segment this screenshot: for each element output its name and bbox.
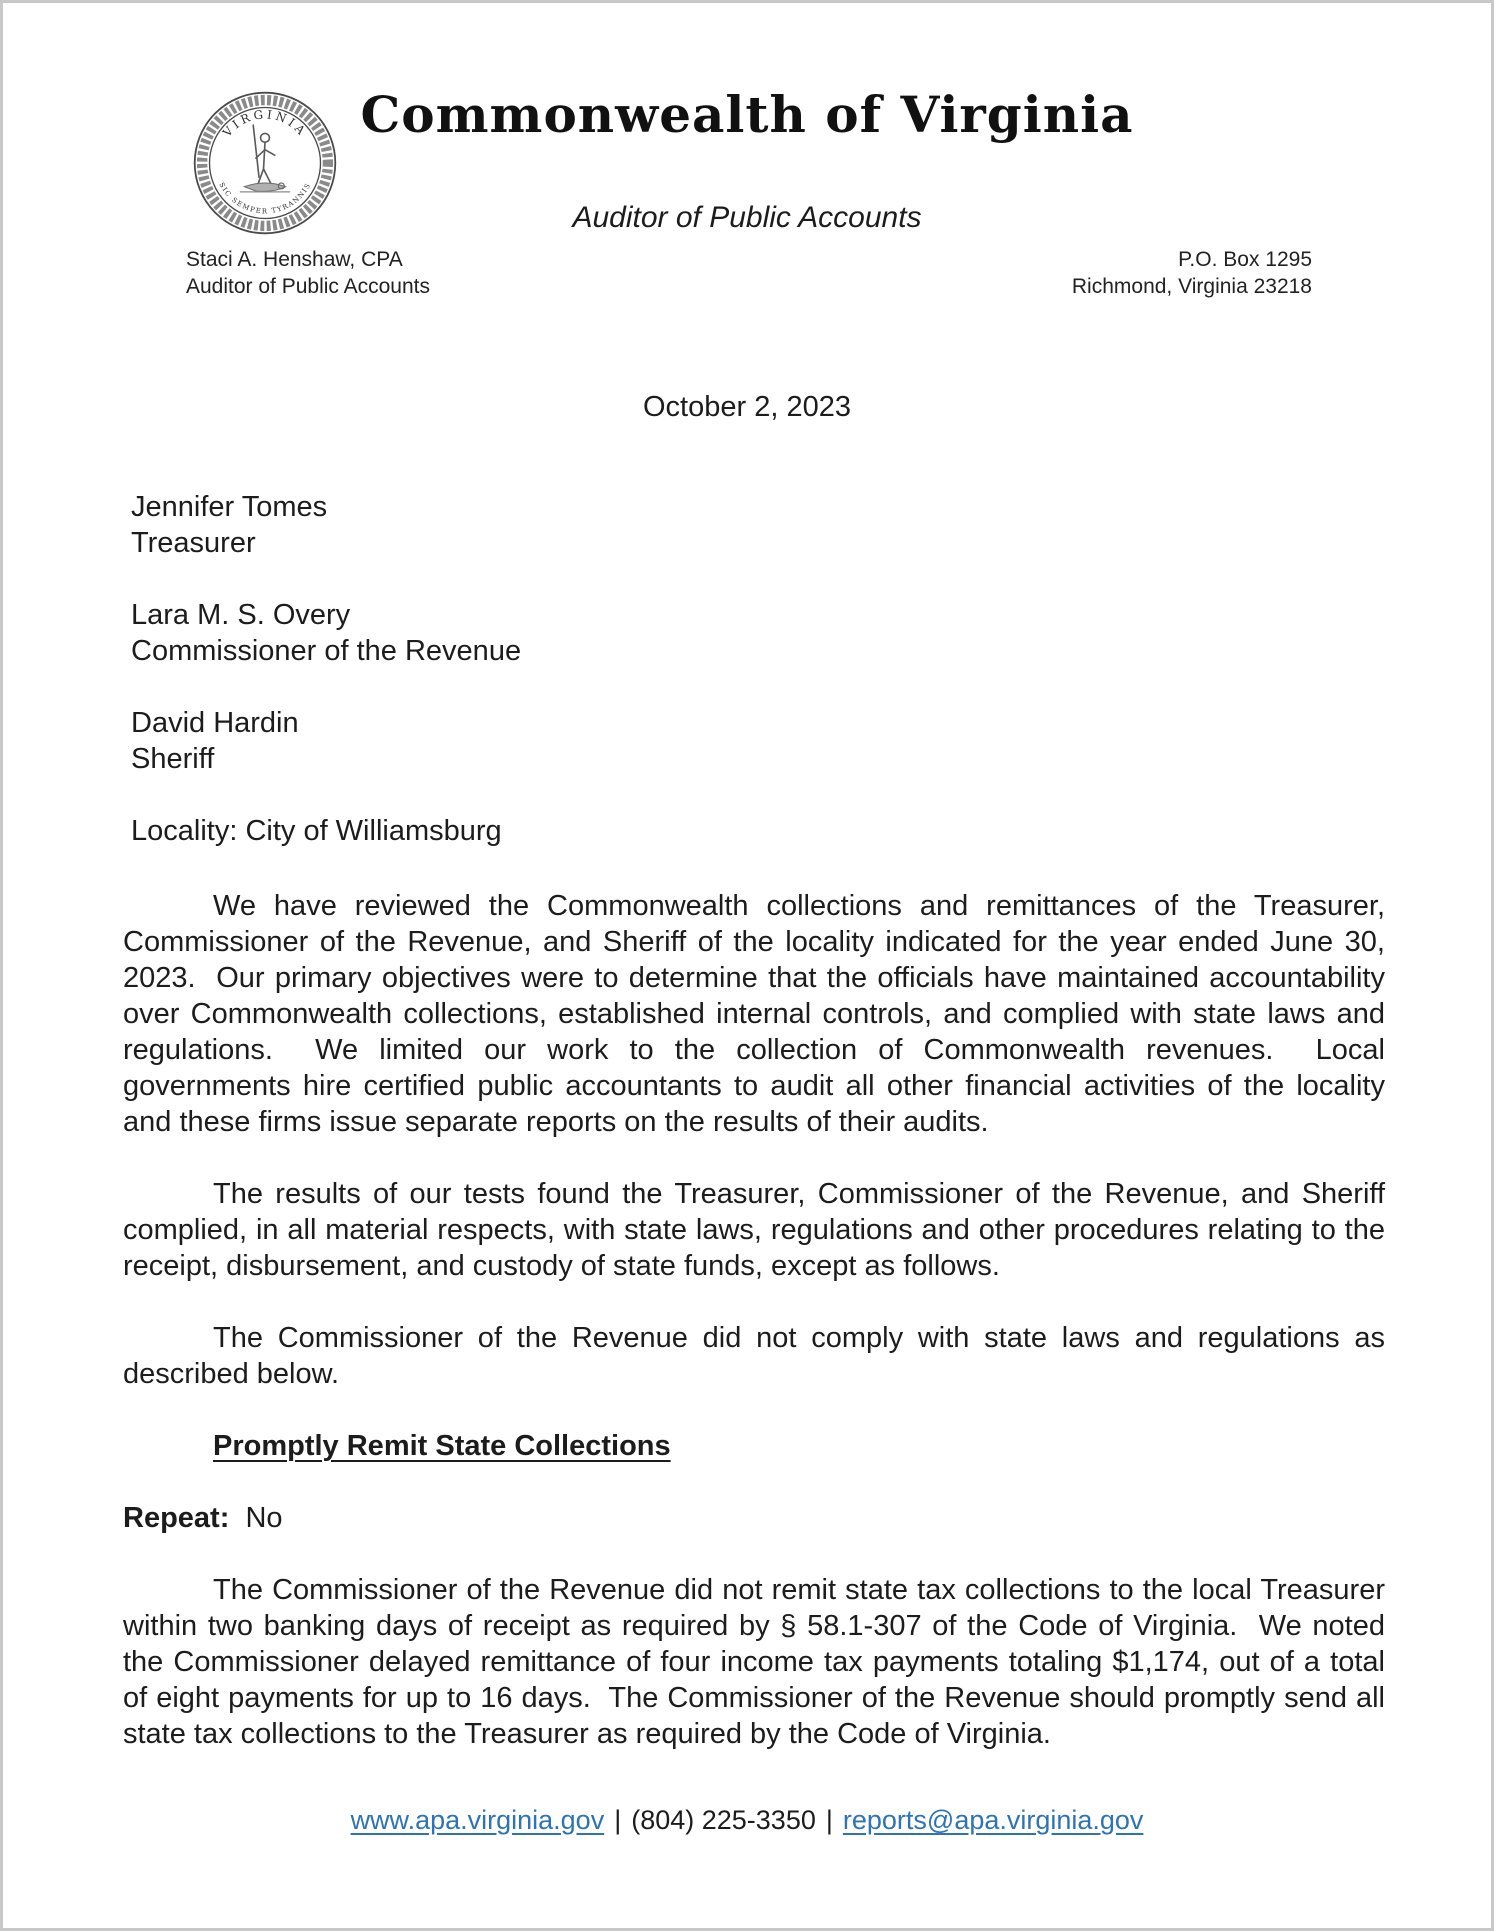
email-link[interactable]: reports@apa.virginia.gov [842, 1805, 1144, 1835]
recipient-name: David Hardin [131, 707, 299, 739]
recipient-name: Lara M. S. Overy [131, 599, 351, 631]
city-state-zip-line: Richmond, Virginia 23218 [1071, 275, 1312, 298]
repeat-line [123, 1500, 1385, 1536]
footer-contact-line [3, 1805, 1491, 1836]
masthead-subtitle: Auditor of Public Accounts [572, 201, 922, 234]
body-paragraph: The Commissioner of the Revenue did not comply with state laws and regulations as described below. [123, 1322, 1394, 1390]
body-paragraph: The results of our tests found the Treasurer, Commissioner of the Revenue, and Sheriff complied, in all material respects, with state laws, regulations and other procedures relating to the receipt, disbursement, and custody of state funds, except as follows. [123, 1178, 1394, 1282]
letter-date: October 2, 2023 [643, 391, 851, 423]
finding-heading: Promptly Remit State Collections [213, 1430, 671, 1462]
official-name: Staci A. Henshaw, CPA [186, 248, 403, 271]
mailing-address-block [1072, 246, 1312, 300]
recipient-group [131, 489, 521, 561]
repeat-spacer [229, 1502, 245, 1534]
phone-number: (804) 225-3350 [631, 1805, 816, 1835]
letter-body [123, 888, 1394, 1788]
repeat-value: No [245, 1502, 283, 1534]
official-block [186, 246, 430, 300]
seal-top-text: VIRGINIA [219, 107, 311, 140]
footer-separator: | [825, 1805, 833, 1835]
official-title: Auditor of Public Accounts [186, 275, 430, 298]
recipient-address-block [131, 489, 521, 849]
recipient-name: Jennifer Tomes [131, 491, 328, 523]
body-paragraph: We have reviewed the Commonwealth collections and remittances of the Treasurer, Commissioner of the Revenue, and Sheriff of the locality indicated for the year ended June 30, 2023. Our primary objectives were to determine that the officials have maintained accountability over Commonwealth collections, established internal controls, and complied with state laws and regulations. We limited our work to the collection of Commonwealth revenues. Local governments hire certified public accountants to audit all other financial activities of the locality and these firms issue separate reports on the results of their audits. [123, 890, 1394, 1138]
website-link[interactable]: www.apa.virginia.gov [350, 1805, 605, 1835]
recipient-group [131, 597, 521, 669]
po-box-line: P.O. Box 1295 [1178, 248, 1312, 271]
repeat-label: Repeat: [123, 1502, 230, 1534]
finding-paragraph: The Commissioner of the Revenue did not remit state tax collections to the local Treasurer within two banking days of receipt as required by § 58.1-307 of the Code of Virginia. We noted the Commissioner delayed remittance of four income tax payments totaling $1,174, out of a total of eight payments for up to 16 days. The Commissioner of the Revenue should promptly send all state tax collections to the Treasurer as required by the Code of Virginia. [123, 1574, 1394, 1750]
seal-bottom-text: SIC SEMPER TYRANNIS [217, 181, 313, 216]
recipient-group [131, 705, 521, 777]
recipient-title: Sheriff [131, 743, 215, 775]
recipient-title: Commissioner of the Revenue [131, 635, 522, 667]
locality-line: Locality: City of Williamsburg [131, 815, 502, 847]
masthead-title: Commonwealth of Virginia [360, 85, 1134, 144]
footer-separator: | [614, 1805, 622, 1835]
recipient-title: Treasurer [131, 527, 256, 559]
